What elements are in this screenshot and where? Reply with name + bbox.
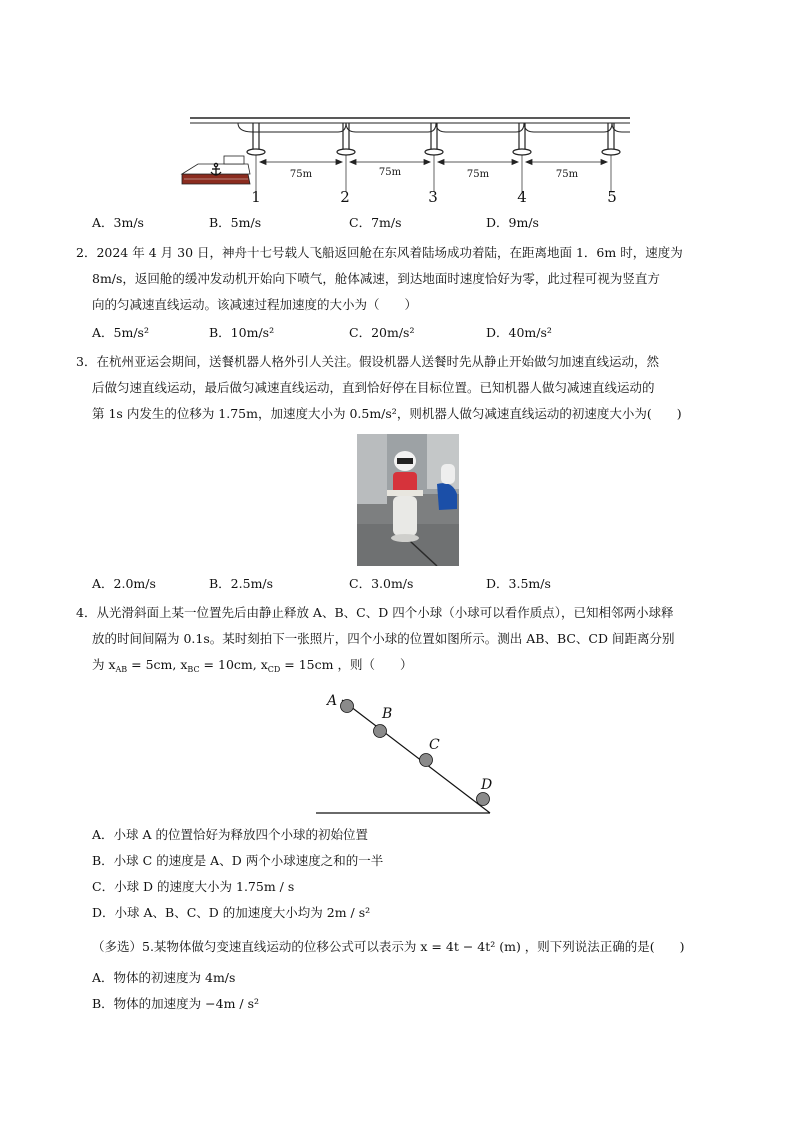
option-b[interactable]: B．5m/s [209, 215, 262, 230]
option-a[interactable]: A．小球 A 的位置恰好为释放四个小球的初始位置 [92, 827, 369, 842]
question-text: 后做匀速直线运动，最后做匀减速直线运动，直到恰好停在目标位置。已知机器人做匀减速直线运动的 [92, 380, 655, 395]
question-text: （多选）5.某物体做匀变速直线运动的位移公式可以表示为 x = 4t − 4t² (m) ，则下列说法正确的是( ) [92, 939, 685, 954]
question-5 [92, 934, 742, 960]
question-3 [76, 349, 726, 427]
option-d[interactable]: D．3.5m/s [486, 576, 551, 591]
option-b[interactable]: B．2.5m/s [209, 576, 274, 591]
option-c[interactable]: C．3.0m/s [349, 576, 414, 591]
option-d[interactable]: D．40m/s² [486, 325, 552, 340]
station-label: 5 [607, 188, 617, 206]
question-text: 向的匀减速直线运动。该减速过程加速度的大小为（ ） [92, 297, 418, 312]
option-a[interactable]: A．物体的初速度为 4m/s [92, 970, 236, 985]
distance-label: 75m [378, 167, 402, 178]
option-b[interactable]: B．物体的加速度为 −4m / s² [92, 996, 260, 1011]
distance-label: 75m [555, 169, 579, 180]
option-d[interactable]: D．小球 A、B、C、D 的加速度大小均为 2m / s² [92, 905, 371, 920]
robot-photo [357, 434, 459, 566]
station-label: 4 [517, 188, 527, 206]
question-text: 3．在杭州亚运会期间，送餐机器人格外引人关注。假设机器人送餐时先从静止开始做匀加速直线运动，然 [76, 354, 659, 369]
station-label: 1 [251, 188, 261, 206]
ball-label: A [327, 693, 338, 709]
option-c[interactable]: C．20m/s² [349, 325, 415, 340]
question-text: 放的时间间隔为 0.1s。某时刻拍下一张照片，四个小球的位置如图所示。测出 AB、BC、CD 间距离分别 [92, 631, 675, 646]
option-a[interactable]: A．5m/s² [92, 325, 149, 340]
station-label: 2 [340, 188, 350, 206]
q5-options [92, 965, 742, 1017]
option-b[interactable]: B．小球 C 的速度是 A、D 两个小球速度之和的一半 [92, 853, 384, 868]
option-a[interactable]: A．2.0m/s [92, 576, 156, 591]
q3-options [92, 574, 732, 592]
question-text: 为 $x_{AB} = 5cm$, $x_{BC} = 10cm$, $x_{CD} = 15cm$ ，则（ ） [92, 657, 413, 674]
question-4 [76, 600, 726, 678]
q2-options [92, 323, 732, 341]
ball-label: C [429, 737, 440, 753]
option-c[interactable]: C．7m/s [349, 215, 402, 230]
distance-label: 75m [289, 169, 313, 180]
question-text: 8m/s，返回舱的缓冲发动机开始向下喷气，舱体减速，到达地面时速度恰好为零，此过程可视为竖直方 [92, 271, 660, 286]
option-b[interactable]: B．10m/s² [209, 325, 275, 340]
q1-options [92, 213, 732, 231]
ball-label: B [382, 706, 393, 722]
question-2 [76, 240, 726, 318]
option-d[interactable]: D．9m/s [486, 215, 539, 230]
option-a[interactable]: A．3m/s [92, 215, 144, 230]
option-c[interactable]: C．小球 D 的速度大小为 1.75m / s [92, 879, 295, 894]
question-text: 第 1s 内发生的位移为 1.75m，加速度大小为 0.5m/s²，则机器人做匀减速直线运动的初速度大小为( ) [92, 406, 682, 421]
pier-figure [178, 112, 638, 208]
q4-options [92, 822, 742, 926]
ball-label: D [481, 777, 493, 793]
station-label: 3 [428, 188, 438, 206]
incline-figure [312, 688, 498, 816]
distance-label: 75m [466, 169, 490, 180]
question-text: 4．从光滑斜面上某一位置先后由静止释放 A、B、C、D 四个小球（小球可以看作质点），已知相邻两小球释 [76, 605, 674, 620]
question-text: 2．2024 年 4 月 30 日，神舟十七号载人飞船返回舱在东风着陆场成功着陆，在距离地面 1．6m 时，速度为 [76, 245, 683, 260]
